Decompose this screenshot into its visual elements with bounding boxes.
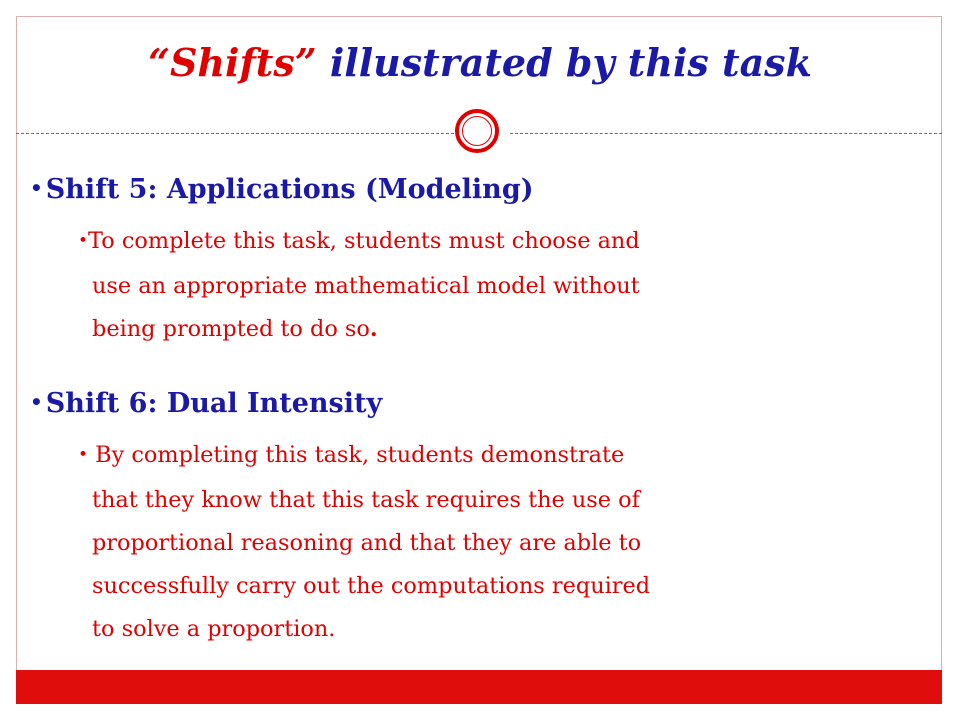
body-line xyxy=(78,608,918,651)
body-line-text: successfully carry out the computations required xyxy=(92,573,651,599)
title-close-quote: ” xyxy=(294,40,317,85)
sub-bullet-icon: • xyxy=(78,231,89,251)
title-divider-right xyxy=(510,133,942,134)
slide-title xyxy=(0,40,960,85)
body-line xyxy=(78,565,918,608)
title-open-quote: “ xyxy=(148,40,170,85)
title-divider-left xyxy=(16,133,454,134)
body-line-text: To complete this task, students must choose and xyxy=(88,228,640,254)
end-mark: . xyxy=(369,316,378,342)
title-accent-word: Shifts xyxy=(169,40,295,85)
bullet-icon: • xyxy=(30,176,43,200)
sub-bullet-icon: • xyxy=(78,445,89,465)
body-line-text: use an appropriate mathematical model without xyxy=(92,273,640,299)
heading-text: Shift 6: Dual Intensity xyxy=(45,388,383,419)
body-line-text: proportional reasoning and that they are able to xyxy=(92,530,642,556)
body-line xyxy=(78,434,918,479)
body-line xyxy=(78,265,918,308)
body-line xyxy=(78,522,918,565)
body-line xyxy=(78,220,918,265)
body-line xyxy=(78,308,918,351)
double-ring-icon xyxy=(455,109,499,153)
body-line xyxy=(78,479,918,522)
section-heading-shift-5 xyxy=(30,174,533,205)
body-line-text: that they know that this task requires the use of xyxy=(92,487,640,513)
body-line-text: By completing this task, students demonstrate xyxy=(88,442,625,468)
body-line-text: to solve a proportion. xyxy=(92,616,336,642)
section-body-shift-5 xyxy=(78,220,918,351)
title-rest: illustrated by this task xyxy=(316,40,812,85)
footer-bar xyxy=(16,670,942,704)
section-body-shift-6 xyxy=(78,434,918,651)
body-line-text: being prompted to do so xyxy=(92,316,370,342)
bullet-icon: • xyxy=(30,390,43,414)
heading-text: Shift 5: Applications (Modeling) xyxy=(45,174,534,205)
section-heading-shift-6 xyxy=(30,388,382,419)
